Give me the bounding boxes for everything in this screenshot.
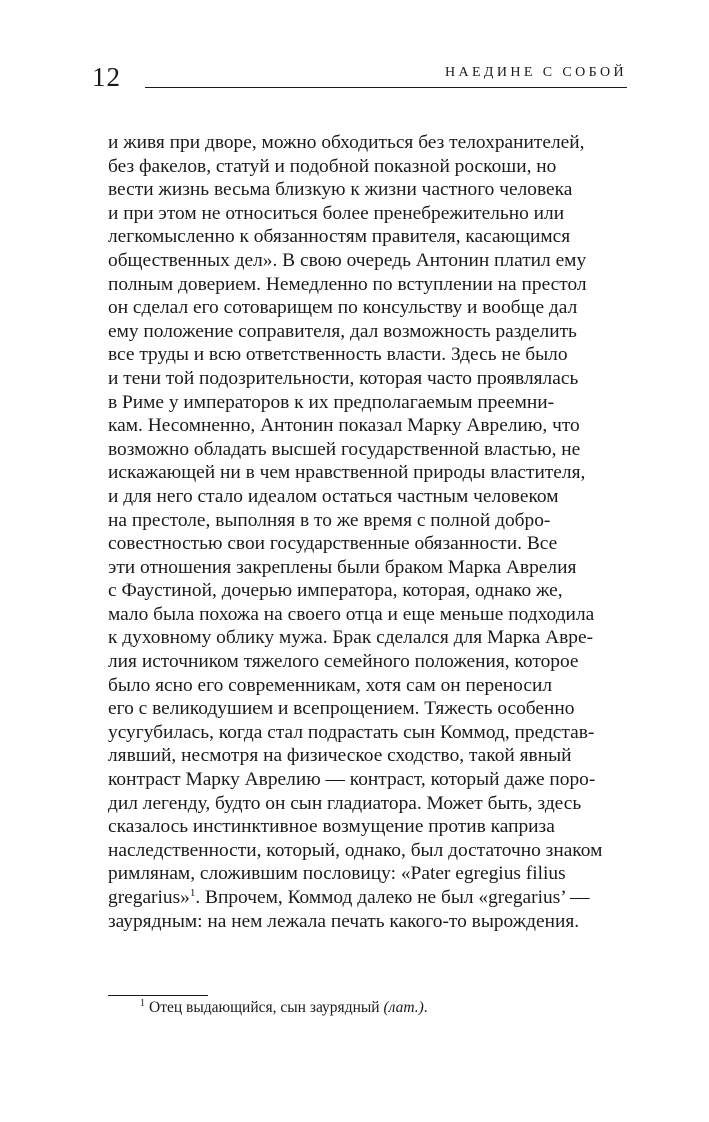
- text-line: дил легенду, будто он сын гладиатора. Может быть, здесь: [108, 792, 582, 814]
- text-line: эти отношения закреплены были браком Марка Аврелия: [108, 556, 577, 578]
- text-line: все труды и всю ответственность власти. Здесь не было: [108, 344, 568, 366]
- text-line: заурядным: на нем лежала печать какого-то вырождения.: [108, 910, 580, 932]
- text-line: кам. Несомненно, Антонин показал Марку Аврелию, что: [108, 415, 580, 437]
- text-line: было ясно его современникам, хотя сам он переносил: [108, 674, 553, 696]
- text-line: возможно обладать высшей государственной властью, не: [108, 438, 581, 460]
- text-line: он сделал его сотоварищем по консульству и вообще дал: [108, 297, 578, 319]
- text-line: и тени той подозрительности, которая часто проявлялась: [108, 367, 579, 389]
- text-line-with-note: [108, 886, 628, 910]
- text-line: без факелов, статуй и подобной показной роскоши, но: [108, 155, 557, 177]
- text-line: усугубилась, когда стал подрастать сын Коммод, представ-: [108, 721, 595, 743]
- footnote-end: .: [423, 999, 428, 1016]
- text-line: к духовному облику мужа. Брак сделался для Марка Авре-: [108, 627, 594, 649]
- text-line: искажающей ни в чем нравственной природы властителя,: [108, 462, 586, 484]
- footnote-text: Отец выдающийся, сын заурядный: [149, 999, 384, 1016]
- text-line: вести жизнь весьма близкую к жизни частного человека: [108, 179, 573, 201]
- text-line: лявший, несмотря на физическое сходство, такой явный: [108, 745, 572, 767]
- text-line: и при этом не относиться более пренебрежительно или: [108, 202, 565, 224]
- text-line: и для него стало идеалом остаться частным человеком: [108, 485, 559, 507]
- text-line: и живя при дворе, можно обходиться без телохранителей,: [108, 132, 585, 153]
- text-line: римлянам, сложившим пословицу: «Pater egregius filius: [108, 863, 566, 885]
- footnote-reference[interactable]: 1: [189, 887, 196, 899]
- text-line: контраст Марку Аврелию — контраст, который даже поро-: [108, 769, 596, 791]
- page-number: 12: [92, 62, 121, 92]
- text-line: совестностью свои государственные обязанности. Все: [108, 533, 558, 555]
- text-segment: . Впрочем, Коммод далеко не был «gregarius’ —: [195, 887, 590, 908]
- text-line: в Риме у императоров к их предполагаемым преемни-: [108, 391, 555, 413]
- footnote-marker: 1: [140, 998, 145, 1009]
- header-rule: [145, 87, 627, 88]
- text-line: полным доверием. Немедленно по вступлении на престол: [108, 273, 587, 295]
- text-line: наследственности, который, однако, был достаточно знаком: [108, 839, 603, 861]
- text-line: общественных дел». В свою очередь Антонин платил ему: [108, 249, 587, 271]
- text-line: ему положение соправителя, дал возможность разделить: [108, 320, 577, 342]
- text-segment: gregarius»: [108, 887, 190, 908]
- text-line: сказалось инстинктивное возмущение против каприза: [108, 816, 555, 838]
- body-text: [108, 131, 628, 933]
- footnote-italic: (лат.): [383, 999, 424, 1016]
- running-head-title: НАЕДИНЕ С СОБОЙ: [444, 65, 627, 80]
- text-line: мало была похожа на своего отца и еще меньше подходила: [108, 603, 595, 625]
- text-line: лия источником тяжелого семейного положения, которое: [108, 651, 579, 673]
- text-line: легкомысленно к обязанностям правителя, касающимся: [108, 226, 571, 248]
- text-line: его с великодушием и всепрощением. Тяжесть особенно: [108, 698, 575, 720]
- footnote: [140, 998, 428, 1018]
- footnote-rule: [108, 995, 208, 996]
- text-line: на престоле, выполняя в то же время с полной добро-: [108, 509, 551, 531]
- text-line: с Фаустиной, дочерью императора, которая, однако же,: [108, 580, 563, 602]
